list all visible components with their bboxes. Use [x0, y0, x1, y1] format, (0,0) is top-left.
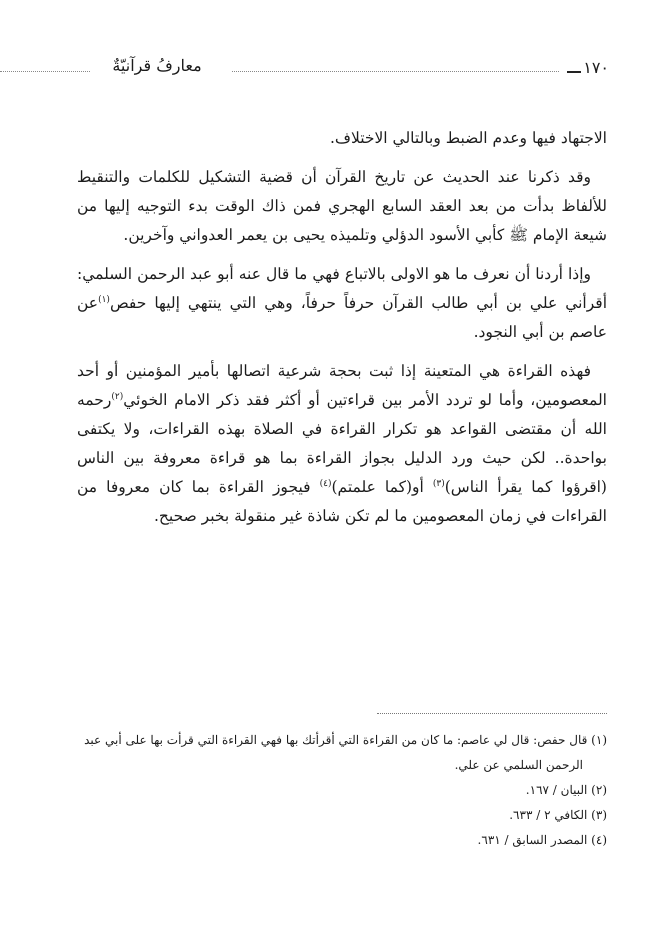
- footnote-separator: [377, 713, 607, 714]
- footnote-4: [62, 828, 607, 853]
- book-title: معارفُ قرآنيّةٌ: [112, 56, 202, 75]
- header-rule-left: [0, 71, 90, 72]
- paragraph-3-text-b: عن عاصم بن أبي النجود.: [77, 294, 607, 341]
- paragraph-4-text-c: أو(كما علمتم): [331, 478, 433, 496]
- footnote-ref-4[interactable]: (٤): [319, 478, 332, 489]
- footnote-text: البيان / ١٦٧.: [525, 783, 588, 797]
- paragraph-2: وقد ذكرنا عند الحديث عن تاريخ القرآن أن قضية التشكيل للكلمات والتنقيط للألفاظ بدأت من بعد العقد السابع الهجري فمن ذاك الوقت بدء التوجيه إليها من شيعة الإمام ﷺ كأبي الأسود الدؤلي وتلميذه يحيى بن يعمر العدواني وآخرين.: [77, 168, 607, 244]
- paragraph-3-text-a: وإذا أردنا أن نعرف ما هو الاولى بالاتباع فهي ما قال عنه أبو عبد الرحمن السلمي: أقرأني علي بن أبي طالب القرآن حرفاً حرفاً، وهي التي ينتهي إليها حفص: [77, 265, 607, 312]
- footnote-text: الكافي ٢ / ٦٣٣.: [509, 808, 588, 822]
- paragraph-3: [77, 260, 607, 347]
- main-text: [77, 124, 607, 541]
- footnote-2: [62, 778, 607, 803]
- header-rule-right: [232, 71, 559, 72]
- footnote-text: المصدر السابق / ٦٣١.: [477, 833, 588, 847]
- page-number: ١٧٠: [583, 58, 609, 77]
- footnote-number: (٢): [591, 783, 607, 797]
- footnote-number: (١): [591, 733, 607, 747]
- paragraph-4: [77, 357, 607, 531]
- footnote-ref-3[interactable]: (٣): [432, 478, 445, 489]
- footnote-number: (٣): [591, 808, 607, 822]
- footnote-text: قال حفص: قال لي عاصم: ما كان من القراءة التي أقرأتك بها فهي القراءة التي قرأت بها على أبي عبد: [84, 733, 588, 747]
- footnote-3: [62, 803, 607, 828]
- page-number-dash: [567, 71, 581, 73]
- footnote-ref-2[interactable]: (٢): [111, 391, 124, 402]
- footnote-ref-1[interactable]: (١): [98, 294, 110, 305]
- footnotes: [62, 728, 607, 853]
- paragraph-1: الاجتهاد فيها وعدم الضبط وبالتالي الاختلاف.: [329, 129, 607, 147]
- paragraph-4-text-a: فهذه القراءة هي المتعينة إذا ثبت بحجة شرعية اتصالها بأمير المؤمنين أو أحد المعصومين، وأما لو تردد الأمر بين قراءتين أو أكثر فقد ذكر الامام الخوئي: [77, 362, 607, 409]
- footnote-1: [62, 728, 607, 778]
- paragraph-4-text-d: فيجوز القراءة بما كان معروفا من القراءات في زمان المعصومين ما لم تكن شاذة غير منقولة بخبر صحيح.: [77, 478, 607, 525]
- footnote-number: (٤): [591, 833, 607, 847]
- footnote-continuation: الرحمن السلمي عن علي.: [454, 758, 583, 772]
- page-header: [0, 56, 669, 86]
- paragraph-4-text-b: رحمه الله أن مقتضى القواعد هو تكرار القراءة في الصلاة بهذه القراءات، ولا يكتفى بواحدة.. لكن حيث ورد الدليل بجواز القراءة بما هو قراءة معروفة بين الناس (اقرؤوا كما يقرأ الناس): [77, 391, 607, 496]
